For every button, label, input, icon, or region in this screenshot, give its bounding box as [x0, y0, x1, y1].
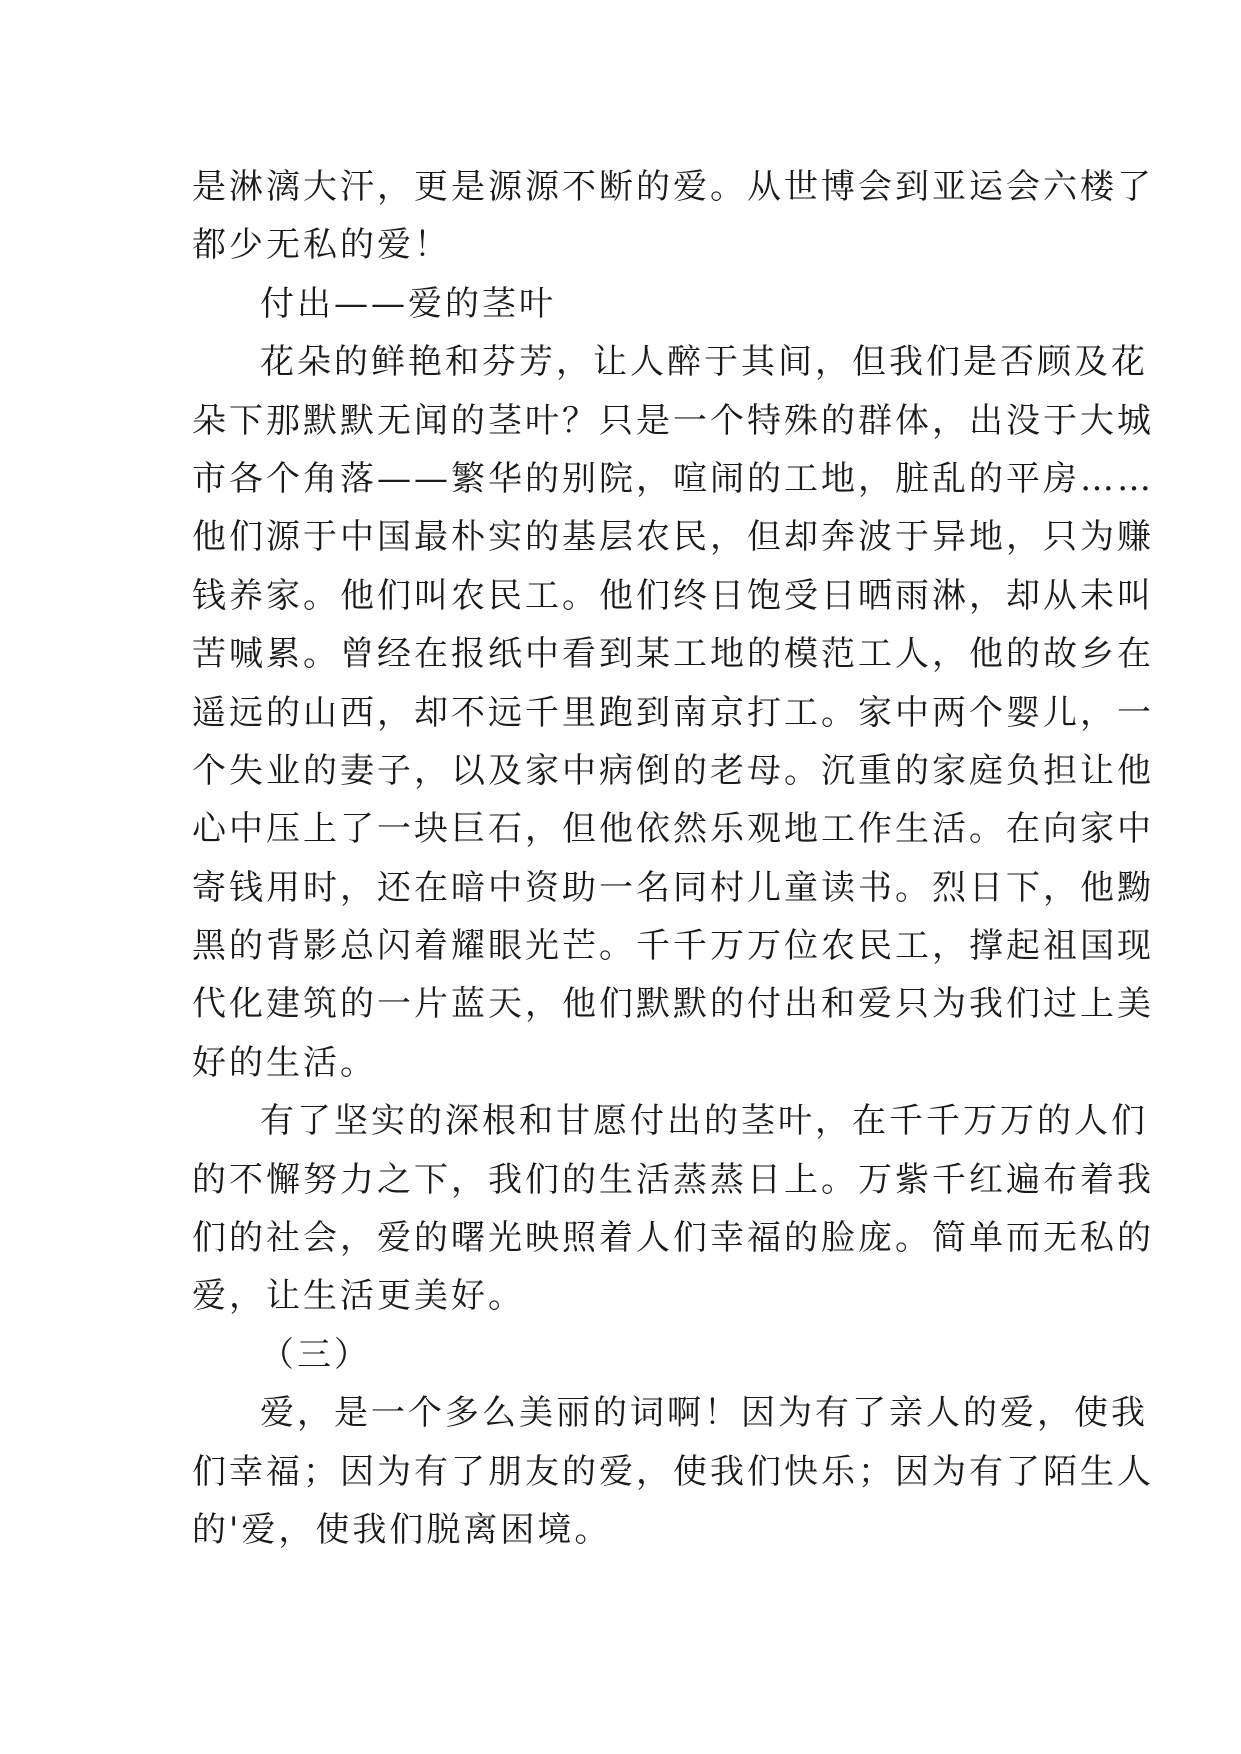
text-line: 他们源于中国最朴实的基层农民，但却奔波于异地，只为赚 — [192, 517, 1154, 558]
text-line: 代化建筑的一片蓝天，他们默默的付出和爱只为我们过上美 — [192, 984, 1154, 1025]
text-line: 心中压上了一块巨石，但他依然乐观地工作生活。在向家中 — [192, 809, 1154, 850]
text-line: 寄钱用时，还在暗中资助一名同村儿童读书。烈日下，他黝 — [192, 867, 1154, 908]
text-line: 们的社会，爱的曙光映照着人们幸福的脸庞。简单而无私的 — [192, 1218, 1154, 1259]
document-body — [192, 158, 1154, 1559]
text-line: 市各个角落——繁华的别院，喧闹的工地，脏乱的平房…… — [192, 458, 1154, 499]
text-line: 爱，是一个多么美丽的词啊！因为有了亲人的爱，使我 — [260, 1393, 1148, 1434]
text-line: 们幸福；因为有了朋友的爱，使我们快乐；因为有了陌生人 — [192, 1451, 1154, 1492]
text-line: （三） — [260, 1334, 371, 1375]
text-line: 个失业的妻子，以及家中病倒的老母。沉重的家庭负担让他 — [192, 750, 1154, 791]
text-line: 有了坚实的深根和甘愿付出的茎叶，在千千万万的人们 — [260, 1101, 1148, 1142]
text-line: 的不懈努力之下，我们的生活蒸蒸日上。万紫千红遍布着我 — [192, 1159, 1154, 1200]
text-line: 是淋漓大汗，更是源源不断的爱。从世博会到亚运会六楼了 — [192, 167, 1154, 207]
text-line: 朵下那默默无闻的茎叶？只是一个特殊的群体，出没于大城 — [192, 400, 1154, 441]
text-line: 钱养家。他们叫农民工。他们终日饱受日晒雨淋，却从未叫 — [192, 575, 1154, 616]
text-line: 遥远的山西，却不远千里跑到南京打工。家中两个婴儿，一 — [192, 692, 1154, 733]
text-line: 爱，让生活更美好。 — [192, 1276, 525, 1317]
text-line: 的'爱，使我们脱离困境。 — [192, 1509, 612, 1550]
text-line: 付出——爱的茎叶 — [260, 283, 556, 324]
text-line: 苦喊累。曾经在报纸中看到某工地的模范工人，他的故乡在 — [192, 634, 1154, 675]
text-line: 好的生活。 — [192, 1042, 377, 1083]
text-line: 都少无私的爱！ — [192, 225, 451, 266]
text-line: 花朵的鲜艳和芬芳，让人醉于其间，但我们是否顾及花 — [260, 342, 1148, 383]
text-line: 黑的背影总闪着耀眼光芒。千千万万位农民工，撑起祖国现 — [192, 926, 1154, 967]
